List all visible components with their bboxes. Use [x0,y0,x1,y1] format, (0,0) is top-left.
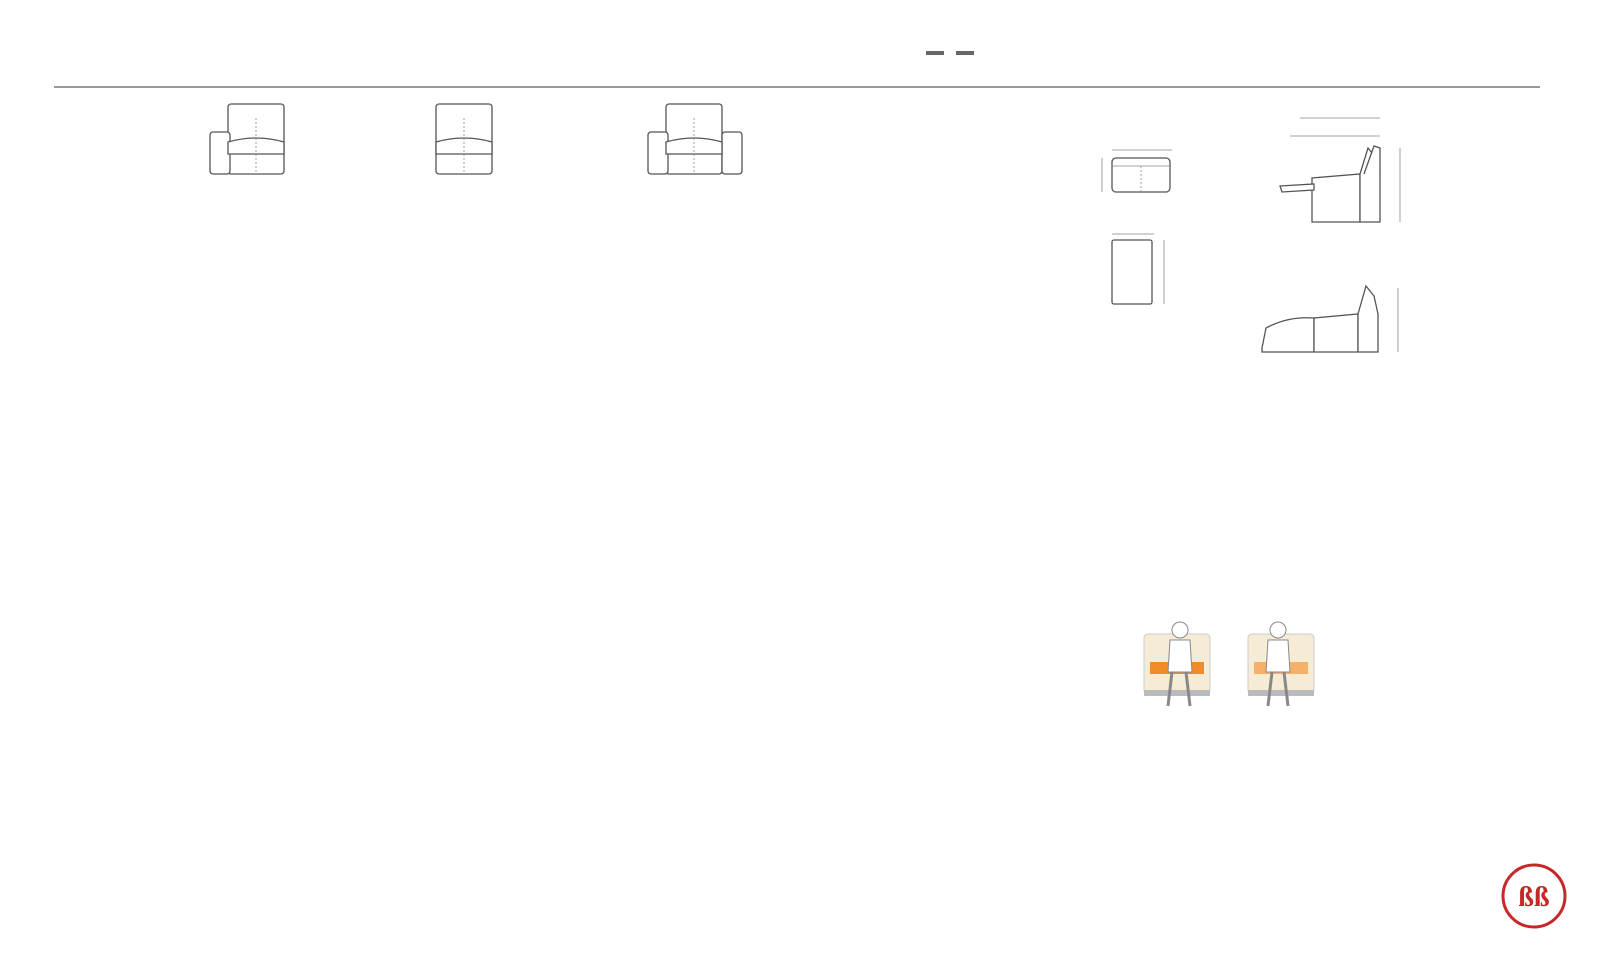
side-view-reclined-upright [1280,118,1420,228]
ottoman-plan [1112,234,1182,310]
dash-right [956,51,974,55]
ottoman-elevation [1112,150,1182,200]
person-left-illustration [1248,620,1318,712]
side-view-reclined-flat [1258,280,1418,360]
front-view-nr [210,104,290,176]
front-view-me [648,104,744,176]
model-number [920,30,980,73]
header-divider [54,86,1540,88]
person-right-illustration [1144,620,1214,712]
brand-emblem-icon [1500,862,1568,930]
dash-left [926,51,944,55]
front-view-pe [436,104,496,176]
svg-text:ßß: ßß [1518,882,1550,913]
